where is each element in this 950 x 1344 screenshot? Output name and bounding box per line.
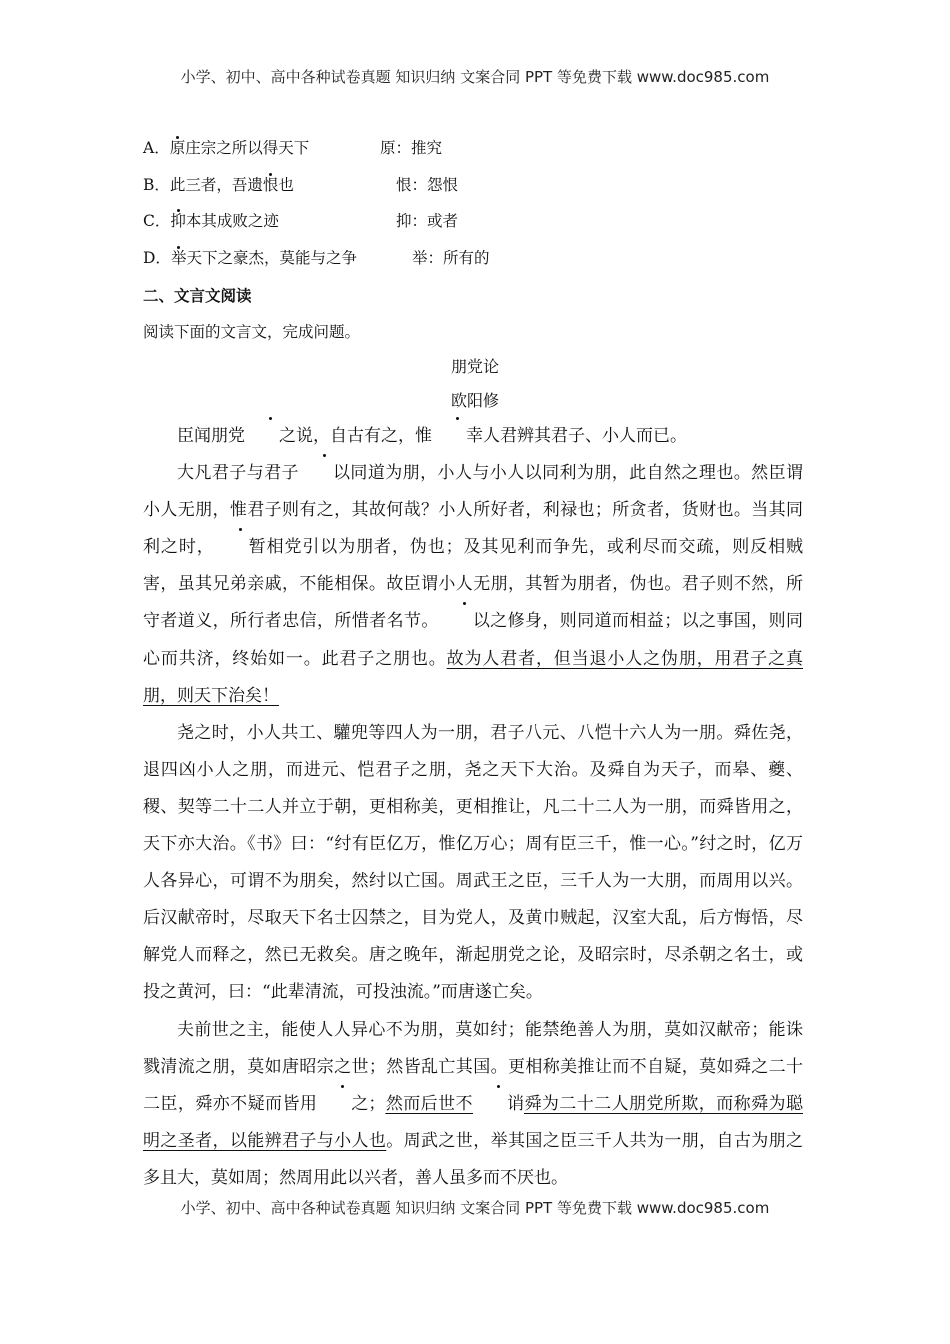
emphasis-mark: 抑 [170, 212, 186, 230]
paragraph-2: 大凡君子与君子 以同道为朋，小人与小人以同利为朋，此自然之理也。然臣谓小人无朋，惟君子则有之，其故何哉？小人所好者，利禄也；所贪者，货财也。当其同利之时， 暂相党引以为朋者，伪也；及其见利而争先，或利尽而交疏，则反相贼害，虽其兄弟亲戚，不能相保。故臣谓小人无朋，其暂为朋者，伪也。君子则不然，所守者道义，所行者忠信，所惜者名节。 以之修身，则同道而相益；以之事国，则同心而共济，终始如一。此君子之朋也。故为人君者，但当退小人之伪朋，用君子之真朋，则天下治矣！ [143, 455, 803, 715]
option-gloss: 恨：怨恨 [396, 176, 459, 194]
emphasis-mark: 暂 [215, 529, 266, 566]
option-letter: A． [143, 139, 170, 157]
emphasis-mark: 之 [245, 418, 296, 455]
option-b [143, 174, 459, 196]
option-gloss: 原：推究 [380, 139, 443, 157]
section-heading: 二、文言文阅读 [143, 287, 252, 305]
page-footer: 小学、初中、高中各种试卷真题 知识归纳 文案合同 PPT 等免费下载 www.doc985.com [180, 1199, 770, 1217]
option-text-post: 天下之豪杰，莫能与之争 [186, 249, 357, 267]
paragraph-4: 夫前世之主，能使人人异心不为朋，莫如纣；能禁绝善人为朋，莫如汉献帝；能诛戮清流之朋，莫如唐昭宗之世；然皆乱亡其国。更相称美推让而不自疑，莫如舜之二十二臣，舜亦不疑而皆用 之；然而后世不 诮舜为二十二人朋党所欺，而称舜为聪明之圣者，以能辨君子与小人也。周武之世，举其国之臣三千人共为一朋，自古为朋之多且大，莫如周；然周用此以兴者，善人虽多而不厌也。 [143, 1019, 803, 1188]
emphasis-mark: 恨 [262, 176, 279, 194]
emphasis-mark: 举 [170, 249, 187, 267]
option-gloss: 抑：或者 [396, 212, 459, 230]
option-c [143, 210, 459, 232]
option-gloss: 举：所有的 [412, 249, 490, 267]
option-text-post: 庄宗之所以得天下 [185, 139, 310, 157]
essay-title: 朋党论 [450, 357, 499, 376]
paragraph-3: 尧之时，小人共工、驩兜等四人为一朋，君子八元、八恺十六人为一朋。舜佐尧，退四凶小人之朋，而进元、恺君子之朋，尧之天下大治。及舜自为天子，而皋、夔、稷、契等二十二人并立于朝，更相称美，更相推让，凡二十二人为一朋，而舜皆用之，天下亦大治。《书》曰：“纣有臣亿万，惟亿万心；周有臣三千，惟一心。”纣之时，亿万人各异心，可谓不为朋矣，然纣以亡国。周武王之臣，三千人为一大朋，而周用以兴。后汉献帝时，尽取天下名士囚禁之，目为党人，及黄巾贼起，汉室大乱，后方悔悟，尽解党人而释之，然已无救矣。唐之晚年，渐起朋党之论，及昭宗时，尽杀朝之名士，或投之黄河，曰：“此辈清流，可投浊流。”而唐遂亡矣。 [143, 722, 803, 1003]
emphasis-mark: 原 [169, 139, 186, 157]
option-text-post: 也 [278, 176, 294, 194]
page-header: 小学、初中、高中各种试卷真题 知识归纳 文案合同 PPT 等免费下载 www.doc985.com [180, 68, 770, 86]
option-a [143, 137, 443, 159]
option-letter: D． [143, 249, 171, 267]
paragraph-1: 臣闻朋党 之说，自古有之，惟 幸人君辨其君子、小人而已。 [143, 418, 803, 455]
option-d [143, 247, 490, 269]
underlined-sentence: 故为人君者，但当退小人之伪朋，用君子之真朋，则天下治矣！ [143, 648, 804, 706]
instruction-text: 阅读下面的文言文，完成问题。 [143, 323, 361, 341]
emphasis-mark: 以 [439, 603, 490, 640]
underlined-sentence: 然而后世不 诮舜为二十二人朋党所欺，而称舜为聪明之圣者，以能辨君子与小人也 [143, 1094, 803, 1151]
essay-author: 欧阳修 [450, 391, 499, 410]
emphasis-mark: 诮 [473, 1086, 524, 1123]
emphasis-mark: 幸 [432, 418, 483, 455]
option-letter: B． [143, 176, 170, 194]
emphasis-mark: 以 [299, 455, 350, 492]
essay-body [143, 418, 803, 1197]
emphasis-mark: 之 [317, 1086, 368, 1123]
option-text-post: 本其成败之迹 [185, 212, 279, 230]
option-text-pre: 此三者，吾遗 [169, 176, 263, 194]
option-letter: C． [143, 212, 171, 230]
